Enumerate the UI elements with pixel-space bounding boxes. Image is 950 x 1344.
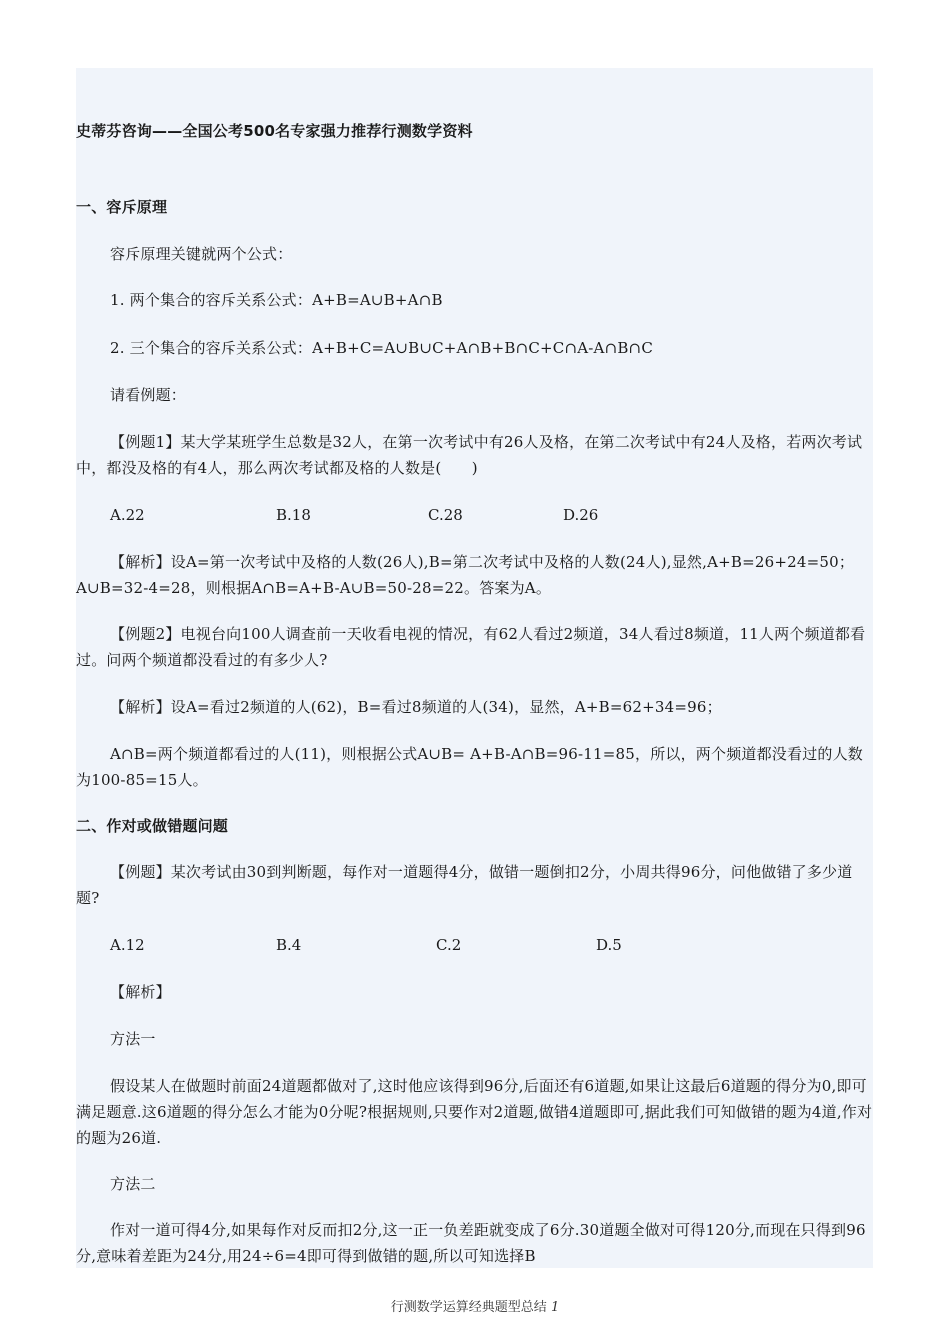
example2-analysis-line2: A∩B=两个频道都看过的人(11)，则根据公式A∪B= A+B-A∩B=96-11=85，所以，两个频道都没看过的人数为100-85=15人。 [76, 745, 864, 789]
example2-question: 【例题2】电视台向100人调查前一天收看电视的情况，有62人看过2频道，34人看过8频道，11人两个频道都看过。问两个频道都没看过的有多少人? [76, 625, 866, 669]
formula-three-sets: 2. 三个集合的容斥关系公式：A+B+C=A∪B∪C+A∩B+B∩C+C∩A-A∩B∩C [110, 339, 654, 357]
page-number: 1 [550, 1300, 560, 1315]
option-c: C.28 [428, 506, 463, 524]
method1-label: 方法一 [110, 1030, 156, 1048]
option-d: D.5 [596, 936, 622, 954]
option-b: B.4 [276, 936, 302, 954]
example1-analysis: 【解析】设A=第一次考试中及格的人数(26人),B=第二次考试中及格的人数(24人),显然,A+B=26+24=50；A∪B=32-4=28，则根据A∩B=A+B-A∪B=50-28=22。答案为A。 [76, 553, 855, 597]
example2-analysis-line1: 【解析】设A=看过2频道的人(62)，B=看过8频道的人(34)，显然，A+B=62+34=96； [110, 698, 722, 716]
section2-example: 【例题】某次考试由30到判断题，每作对一道题得4分，做错一题倒扣2分，小周共得96分，问他做错了多少道题? [76, 863, 853, 907]
section2-analysis-label: 【解析】 [110, 983, 171, 1001]
option-b: B.18 [276, 506, 311, 524]
see-examples: 请看例题： [110, 386, 187, 404]
document-page [76, 68, 873, 1268]
method2-label: 方法二 [110, 1175, 156, 1193]
option-a: A.22 [110, 506, 145, 524]
section1-heading: 一、容斥原理 [76, 198, 168, 216]
footer-text: 行测数学运算经典题型总结 [390, 1300, 547, 1315]
section2-heading: 二、作对或做错题问题 [76, 817, 229, 835]
formula-two-sets: 1. 两个集合的容斥关系公式：A+B=A∪B+A∩B [110, 291, 443, 309]
option-a: A.12 [110, 936, 145, 954]
method1-text: 假设某人在做题时前面24道题都做对了,这时他应该得到96分,后面还有6道题,如果让这最后6道题的得分为0,即可满足题意.这6道题的得分怎么才能为0分呢?根据规则,只要作对2道题,做错4道题即可,据此我们可知做错的题为4道,作对的题为26道. [76, 1077, 873, 1147]
section1-intro: 容斥原理关键就两个公式： [110, 245, 293, 263]
example1-question: 【例题1】某大学某班学生总数是32人，在第一次考试中有26人及格，在第二次考试中有24人及格，若两次考试中，都没及格的有4人，那么两次考试都及格的人数是( ) [76, 433, 863, 477]
method2-text: 作对一道可得4分,如果每作对反而扣2分,这一正一负差距就变成了6分.30道题全做对可得120分,而现在只得到96分,意味着差距为24分,用24÷6=4即可得到做错的题,所以可知选择B [76, 1221, 866, 1265]
page-footer [0, 1296, 950, 1315]
document-title: 史蒂芬咨询——全国公考500名专家强力推荐行测数学资料 [76, 122, 473, 140]
option-c: C.2 [436, 936, 462, 954]
option-d: D.26 [563, 506, 599, 524]
